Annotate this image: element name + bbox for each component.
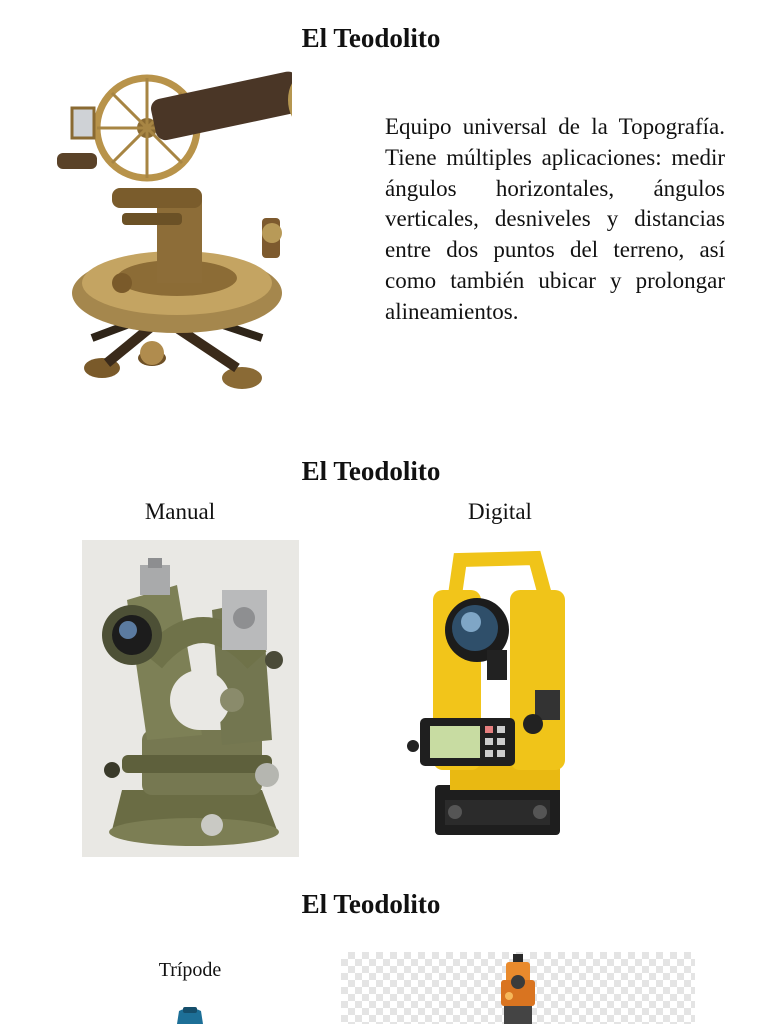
tripode-caption: Trípode	[158, 959, 222, 981]
section-3-title: El Teodolito	[301, 889, 441, 919]
manual-theodolite-image	[82, 540, 299, 857]
tripod-image	[165, 1005, 215, 1024]
section-1-title: El Teodolito	[301, 23, 441, 53]
digital-theodolite-image	[405, 550, 580, 840]
theodolite-description: Equipo universal de la Topografía. Tiene múltiples aplicaciones: medir ángulos horizontales, ángulos verticales, desniveles y distancias entre dos puntos del terreno, así como también ubicar y prolongar alineamientos.	[385, 114, 725, 324]
digital-caption: Digital	[468, 499, 532, 524]
section-2-title: El Teodolito	[301, 456, 441, 486]
manual-caption: Manual	[144, 499, 216, 524]
antique-theodolite-image	[52, 68, 292, 398]
total-station-image	[341, 952, 695, 1024]
